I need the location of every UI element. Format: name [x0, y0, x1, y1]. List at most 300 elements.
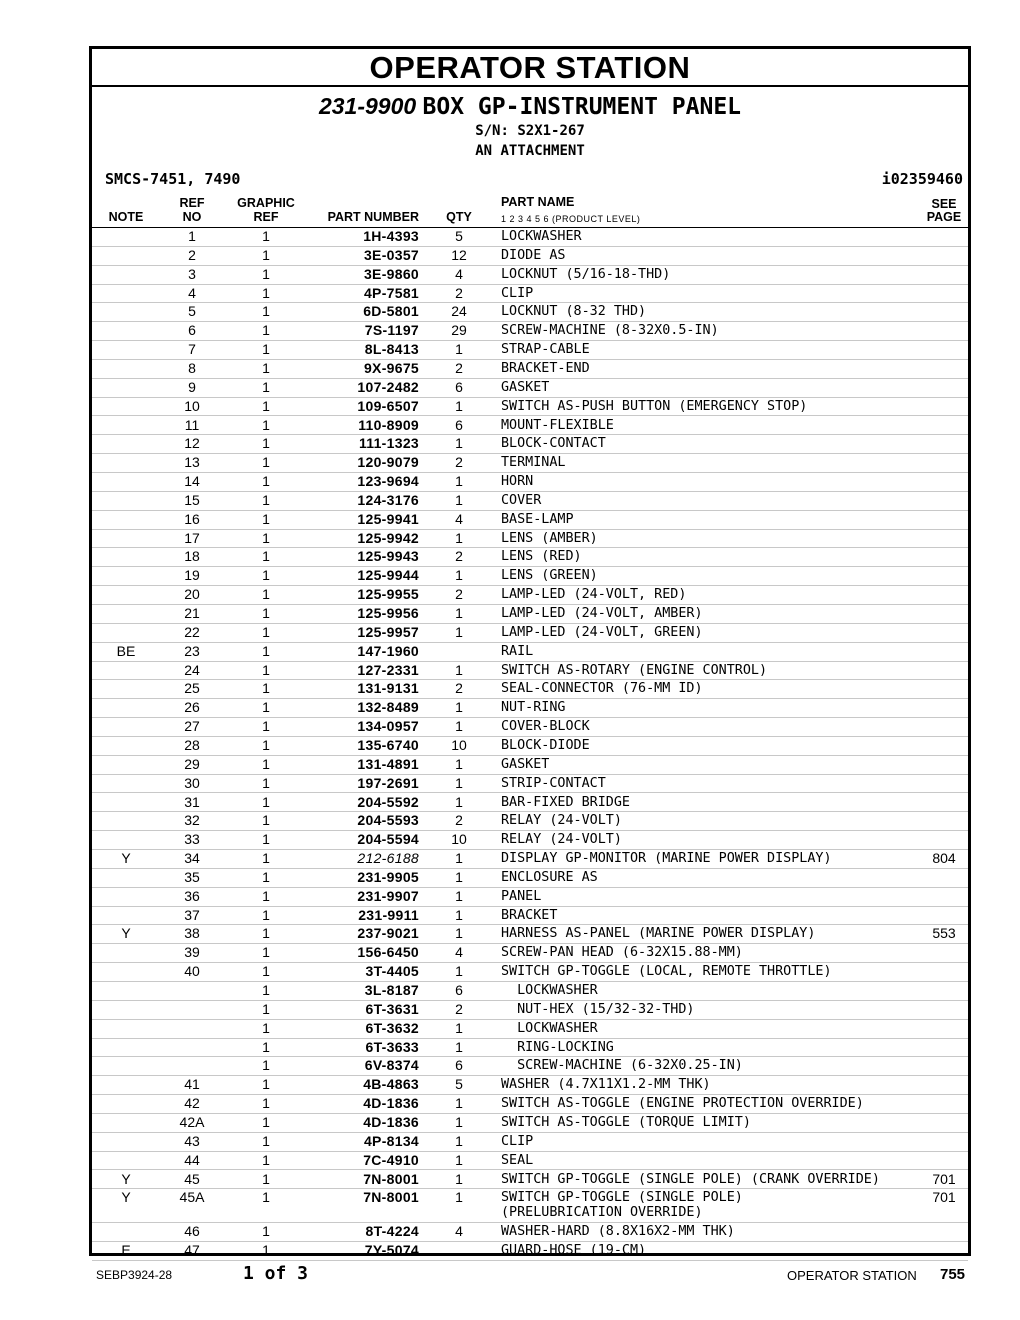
row-part-number: 237-9021 — [357, 925, 419, 942]
group-name: BOX GP-INSTRUMENT PANEL — [422, 94, 742, 120]
row-graphic-ref: 1 — [262, 397, 270, 414]
row-qty: 1 — [455, 341, 463, 358]
row-part-name: COVER-BLOCK — [501, 719, 590, 735]
row-part-name: HARNESS AS-PANEL (MARINE POWER DISPLAY) — [501, 926, 816, 942]
row-part-name: SCREW-MACHINE (6-32X0.25-IN) — [501, 1058, 743, 1074]
attachment-label: AN ATTACHMENT — [475, 143, 585, 159]
row-note: Y — [121, 1189, 131, 1206]
row-ref-no: 28 — [184, 736, 200, 753]
table-row — [92, 661, 968, 681]
row-ref-no: 13 — [184, 454, 200, 471]
row-ref-no: 3 — [188, 265, 196, 282]
row-qty: 1 — [455, 1132, 463, 1149]
row-part-number: 127-2331 — [357, 661, 419, 678]
row-graphic-ref: 1 — [262, 284, 270, 301]
row-part-number: 6T-3632 — [365, 1019, 419, 1036]
row-graphic-ref: 1 — [262, 680, 270, 697]
col-see-top: SEE — [931, 197, 957, 211]
row-qty: 4 — [455, 1223, 463, 1240]
row-part-name: LOCKNUT (8-32 THD) — [501, 304, 647, 320]
row-part-number: 8L-8413 — [364, 341, 419, 358]
row-graphic-ref: 1 — [262, 378, 270, 395]
row-ref-no: 8 — [188, 359, 196, 376]
row-graphic-ref: 1 — [262, 1113, 270, 1130]
row-graphic-ref: 1 — [262, 906, 270, 923]
table-row — [92, 510, 968, 530]
row-ref-no: 42 — [184, 1095, 200, 1112]
row-part-name: STRIP-CONTACT — [501, 775, 606, 791]
row-part-name: SWITCH AS-TOGGLE (TORQUE LIMIT) — [501, 1114, 751, 1130]
table-row — [92, 227, 968, 247]
row-part-name: BLOCK-DIODE — [501, 737, 590, 753]
row-note: Y — [121, 850, 131, 867]
row-graphic-ref: 1 — [262, 586, 270, 603]
row-ref-no: 11 — [184, 416, 200, 433]
row-qty: 1 — [455, 1095, 463, 1112]
table-row — [92, 755, 968, 775]
row-part-number: 197-2691 — [357, 774, 419, 791]
row-part-name: SEAL — [501, 1152, 534, 1168]
row-part-number: 204-5592 — [357, 793, 419, 810]
table-row — [92, 1151, 968, 1171]
group-number: 231-9900 — [318, 93, 417, 119]
row-part-name: MOUNT-FLEXIBLE — [501, 417, 614, 433]
row-qty: 5 — [455, 228, 463, 244]
row-graphic-ref: 1 — [262, 699, 270, 716]
row-qty: 2 — [455, 284, 463, 301]
row-part-number: 109-6507 — [357, 397, 419, 414]
col-product-level: 1 2 3 4 5 6 (PRODUCT LEVEL) — [501, 214, 641, 224]
row-graphic-ref: 1 — [262, 265, 270, 282]
row-part-number: 125-9955 — [357, 586, 419, 603]
row-part-number: 124-3176 — [357, 491, 419, 508]
group-title — [92, 91, 968, 122]
row-graphic-ref: 1 — [262, 793, 270, 810]
row-part-name: RAIL — [501, 643, 534, 659]
row-graphic-ref: 1 — [262, 868, 270, 885]
row-qty: 6 — [455, 1057, 463, 1074]
row-ref-no: 23 — [184, 642, 200, 659]
row-qty: 1 — [455, 1189, 463, 1206]
table-row — [92, 416, 968, 436]
row-part-name: HORN — [501, 474, 534, 490]
row-ref-no: 24 — [184, 661, 200, 678]
row-qty: 1 — [455, 963, 463, 980]
row-part-number: 107-2482 — [357, 378, 419, 395]
table-row — [92, 849, 968, 869]
row-qty: 2 — [455, 359, 463, 376]
row-part-name: SWITCH AS-ROTARY (ENGINE CONTROL) — [501, 662, 768, 678]
row-part-number: 231-9911 — [358, 906, 419, 923]
row-ref-no: 1 — [188, 228, 196, 244]
row-ref-no: 15 — [184, 491, 200, 508]
table-row — [92, 604, 968, 624]
row-graphic-ref: 1 — [262, 1223, 270, 1240]
row-qty: 1 — [455, 491, 463, 508]
row-ref-no: 33 — [184, 831, 200, 848]
row-part-number: 7Y-5074 — [364, 1242, 419, 1259]
row-qty: 1 — [455, 661, 463, 678]
row-graphic-ref: 1 — [262, 1189, 270, 1206]
row-part-name: GUARD-HOSE (19-CM) — [501, 1243, 647, 1259]
row-part-number: 1H-4393 — [363, 228, 419, 244]
row-graphic-ref: 1 — [262, 831, 270, 848]
row-part-number: 7C-4910 — [363, 1151, 419, 1168]
table-row — [92, 943, 968, 963]
serial-number: S/N: S2X1-267 — [475, 123, 585, 139]
section-title: OPERATOR STATION — [92, 49, 968, 87]
row-ref-no: 36 — [184, 887, 200, 904]
row-ref-no: 17 — [184, 529, 200, 546]
row-qty: 6 — [455, 416, 463, 433]
col-part-number: PART NUMBER — [327, 210, 419, 224]
row-graphic-ref: 1 — [262, 944, 270, 961]
table-row — [92, 265, 968, 285]
table-row — [92, 981, 968, 1001]
row-part-number: 125-9943 — [357, 548, 419, 565]
row-part-number: 212-6188 — [357, 850, 419, 867]
footer-page-number: 755 — [940, 1266, 966, 1283]
row-qty: 5 — [455, 1076, 463, 1093]
row-graphic-ref: 1 — [262, 718, 270, 735]
row-part-number: 7S-1197 — [364, 322, 419, 339]
row-part-number: 135-6740 — [357, 736, 419, 753]
row-part-number: 132-8489 — [357, 699, 419, 716]
row-see-page: 701 — [932, 1189, 956, 1206]
row-ref-no: 4 — [188, 284, 196, 301]
row-ref-no: 22 — [184, 623, 200, 640]
row-part-name: RELAY (24-VOLT) — [501, 832, 622, 848]
row-part-name: NUT-HEX (15/32-32-THD) — [501, 1001, 695, 1017]
row-ref-no: 30 — [184, 774, 200, 791]
table-row — [92, 529, 968, 549]
row-part-name: DIODE AS — [501, 247, 566, 263]
row-ref-no: 19 — [184, 567, 200, 584]
row-qty: 1 — [455, 906, 463, 923]
row-part-name: BRACKET-END — [501, 360, 590, 376]
row-ref-no: 39 — [184, 944, 200, 961]
row-part-name: GASKET — [501, 379, 550, 395]
row-part-number: 9X-9675 — [363, 359, 419, 376]
row-graphic-ref: 1 — [262, 303, 270, 320]
row-part-name: SEAL-CONNECTOR (76-MM ID) — [501, 681, 703, 697]
row-part-number: 6D-5801 — [363, 303, 419, 320]
row-qty: 1 — [455, 1170, 463, 1187]
row-graphic-ref: 1 — [262, 359, 270, 376]
row-graphic-ref: 1 — [262, 1151, 270, 1168]
col-note: NOTE — [108, 210, 144, 224]
row-ref-no: 14 — [184, 473, 200, 490]
row-ref-no: 12 — [184, 435, 200, 452]
row-ref-no: 5 — [188, 303, 196, 320]
row-part-number: 125-9957 — [357, 623, 419, 640]
col-see-bottom: PAGE — [926, 210, 962, 224]
row-qty: 6 — [455, 982, 463, 998]
row-part-name: SWITCH AS-PUSH BUTTON (EMERGENCY STOP) — [501, 398, 808, 414]
row-part-number: 4P-7581 — [363, 284, 419, 301]
row-ref-no: 26 — [184, 699, 200, 716]
row-ref-no: 40 — [184, 963, 200, 980]
row-qty: 1 — [455, 887, 463, 904]
table-row — [92, 566, 968, 586]
table-row — [92, 302, 968, 322]
row-note: Y — [121, 925, 131, 942]
row-graphic-ref: 1 — [262, 1000, 270, 1017]
row-qty: 24 — [451, 303, 467, 320]
row-qty: 4 — [455, 510, 463, 527]
row-graphic-ref: 1 — [262, 812, 270, 829]
table-row — [92, 830, 968, 850]
table-row — [92, 1075, 968, 1095]
row-part-number: 4D-1836 — [363, 1095, 419, 1112]
row-part-name: LAMP-LED (24-VOLT, RED) — [501, 587, 687, 603]
row-part-name: WASHER (4.7X11X1.2-MM THK) — [501, 1077, 711, 1093]
row-ref-no: 46 — [184, 1223, 200, 1240]
row-ref-no: 29 — [184, 755, 200, 772]
row-part-name: NUT-RING — [501, 700, 566, 716]
table-row — [92, 811, 968, 831]
row-ref-no: 6 — [188, 322, 196, 339]
row-part-number: 134-0957 — [357, 718, 419, 735]
row-qty: 1 — [455, 529, 463, 546]
row-qty: 1 — [455, 755, 463, 772]
row-part-name: SWITCH AS-TOGGLE (ENGINE PROTECTION OVERRIDE) — [501, 1096, 864, 1112]
row-part-number: 8T-4224 — [365, 1223, 419, 1240]
table-row — [92, 1019, 968, 1039]
row-qty: 1 — [455, 850, 463, 867]
row-graphic-ref: 1 — [262, 661, 270, 678]
row-part-name: DISPLAY GP-MONITOR (MARINE POWER DISPLAY) — [501, 851, 832, 867]
table-row — [92, 887, 968, 907]
row-part-number: 110-8909 — [358, 416, 419, 433]
row-ref-no: 18 — [184, 548, 200, 565]
row-part-name: LAMP-LED (24-VOLT, GREEN) — [501, 624, 703, 640]
row-ref-no: 44 — [184, 1151, 200, 1168]
row-ref-no: 45A — [179, 1189, 205, 1206]
row-qty: 1 — [455, 699, 463, 716]
table-row — [92, 793, 968, 813]
table-row — [92, 962, 968, 982]
row-part-number: 147-1960 — [357, 642, 419, 659]
row-qty: 6 — [455, 378, 463, 395]
row-graphic-ref: 1 — [262, 1019, 270, 1036]
col-part-name: PART NAME — [501, 195, 575, 209]
row-part-number: 123-9694 — [357, 473, 419, 490]
illustration-id: i02359460 — [881, 170, 963, 188]
row-graphic-ref: 1 — [262, 341, 270, 358]
row-qty: 2 — [455, 586, 463, 603]
row-part-number: 3E-0357 — [363, 246, 419, 263]
table-row — [92, 906, 968, 926]
row-part-name: TERMINAL — [501, 455, 566, 471]
row-qty: 10 — [451, 831, 467, 848]
row-part-name: SCREW-MACHINE (8-32X0.5-IN) — [501, 323, 719, 339]
row-part-number: 125-9944 — [357, 567, 419, 584]
row-graphic-ref: 1 — [262, 416, 270, 433]
table-row — [92, 717, 968, 737]
row-qty: 12 — [451, 246, 467, 263]
row-part-name: RING-LOCKING — [501, 1039, 614, 1055]
row-ref-no: 27 — [184, 718, 200, 735]
row-graphic-ref: 1 — [262, 1132, 270, 1149]
row-qty: 1 — [455, 623, 463, 640]
row-part-number: 3L-8187 — [364, 982, 419, 998]
row-ref-no: 20 — [184, 586, 200, 603]
row-graphic-ref: 1 — [262, 887, 270, 904]
row-ref-no: 35 — [184, 868, 200, 885]
row-part-number: 6V-8374 — [364, 1057, 419, 1074]
row-graphic-ref: 1 — [262, 963, 270, 980]
table-row — [92, 1170, 968, 1190]
footer-page-of: 1 of 3 — [243, 1263, 309, 1284]
row-part-number: 6T-3633 — [365, 1038, 419, 1055]
row-part-name: BAR-FIXED BRIDGE — [501, 794, 630, 810]
row-graphic-ref: 1 — [262, 228, 270, 244]
table-row — [92, 924, 968, 944]
row-qty: 2 — [455, 812, 463, 829]
row-part-name: LOCKWASHER — [501, 229, 582, 244]
row-ref-no: 43 — [184, 1132, 200, 1149]
table-row — [92, 1056, 968, 1076]
row-part-name: LENS (AMBER) — [501, 530, 598, 546]
row-part-name: LOCKWASHER — [501, 983, 598, 998]
table-row — [92, 679, 968, 699]
table-row — [92, 585, 968, 605]
row-part-name: LOCKNUT (5/16-18-THD) — [501, 266, 671, 282]
row-graphic-ref: 1 — [262, 1170, 270, 1187]
row-ref-no: 47 — [184, 1242, 200, 1259]
row-graphic-ref: 1 — [262, 605, 270, 621]
row-graphic-ref: 1 — [262, 736, 270, 753]
footer-doc-code: SEBP3924-28 — [96, 1268, 173, 1282]
row-note: Y — [121, 1170, 131, 1187]
table-row — [92, 1241, 968, 1261]
row-qty: 2 — [455, 1000, 463, 1017]
row-graphic-ref: 1 — [262, 510, 270, 527]
row-part-name: BLOCK-CONTACT — [501, 436, 606, 452]
row-ref-no: 21 — [184, 605, 200, 621]
row-part-name: ENCLOSURE AS — [501, 869, 598, 885]
row-qty: 10 — [451, 736, 467, 753]
row-ref-no: 10 — [184, 397, 200, 414]
row-part-number: 111-1323 — [358, 435, 419, 452]
table-row — [92, 1188, 968, 1223]
table-row — [92, 453, 968, 473]
table-row — [92, 1132, 968, 1152]
row-part-name: LAMP-LED (24-VOLT, AMBER) — [501, 606, 703, 621]
row-part-name: GASKET — [501, 756, 550, 772]
row-ref-no: 7 — [188, 341, 196, 358]
table-row — [92, 434, 968, 454]
table-row — [92, 472, 968, 492]
row-graphic-ref: 1 — [262, 548, 270, 565]
table-row — [92, 378, 968, 398]
row-graphic-ref: 1 — [262, 529, 270, 546]
row-graphic-ref: 1 — [262, 1095, 270, 1112]
row-part-number: 4B-4863 — [363, 1076, 419, 1093]
row-qty: 1 — [455, 473, 463, 490]
col-qty: QTY — [446, 210, 472, 224]
table-row — [92, 868, 968, 888]
row-part-number: 7N-8001 — [363, 1189, 419, 1206]
row-part-name: LENS (GREEN) — [501, 568, 598, 584]
row-graphic-ref: 1 — [262, 850, 270, 867]
row-graphic-ref: 1 — [262, 491, 270, 508]
table-row — [92, 340, 968, 360]
row-graphic-ref: 1 — [262, 567, 270, 584]
row-qty: 2 — [455, 548, 463, 565]
row-graphic-ref: 1 — [262, 454, 270, 471]
footer-section: OPERATOR STATION — [787, 1268, 917, 1283]
row-graphic-ref: 1 — [262, 623, 270, 640]
row-part-number: 6T-3631 — [365, 1000, 419, 1017]
table-row — [92, 774, 968, 794]
table-row — [92, 284, 968, 304]
row-ref-no: 2 — [188, 246, 196, 263]
row-part-number: 3T-4405 — [365, 963, 419, 980]
row-graphic-ref: 1 — [262, 1242, 270, 1259]
row-qty: 1 — [455, 1019, 463, 1036]
row-ref-no: 37 — [184, 906, 200, 923]
row-qty: 1 — [455, 567, 463, 584]
row-part-name: SWITCH GP-TOGGLE (SINGLE POLE) (CRANK OVERRIDE) — [501, 1171, 880, 1187]
table-row — [92, 736, 968, 756]
table-row — [92, 321, 968, 341]
row-qty: 1 — [455, 1113, 463, 1130]
row-part-number: 231-9905 — [357, 868, 419, 885]
row-graphic-ref: 1 — [262, 322, 270, 339]
row-graphic-ref: 1 — [262, 473, 270, 490]
row-graphic-ref: 1 — [262, 774, 270, 791]
row-see-page: 553 — [932, 925, 956, 942]
row-part-name: CLIP — [501, 1133, 534, 1149]
row-ref-no: 42A — [179, 1113, 205, 1130]
row-ref-no: 31 — [184, 793, 200, 810]
table-row — [92, 1113, 968, 1133]
row-part-name: CLIP — [501, 285, 534, 301]
row-part-number: 204-5593 — [357, 812, 419, 829]
row-part-number: 131-9131 — [357, 680, 419, 697]
row-part-number: 7N-8001 — [363, 1170, 419, 1187]
row-graphic-ref: 1 — [262, 755, 270, 772]
row-see-page: 701 — [932, 1170, 956, 1187]
row-ref-no: 25 — [184, 680, 200, 697]
row-part-number: 204-5594 — [357, 831, 419, 848]
row-ref-no: 9 — [188, 378, 196, 395]
row-part-name: SWITCH GP-TOGGLE (SINGLE POLE) (PRELUBRICATION OVERRIDE) — [501, 1190, 743, 1221]
row-qty: 4 — [455, 265, 463, 282]
row-note: E — [121, 1242, 131, 1259]
row-qty: 2 — [455, 680, 463, 697]
row-graphic-ref: 1 — [262, 642, 270, 659]
row-part-name: SWITCH GP-TOGGLE (LOCAL, REMOTE THROTTLE) — [501, 964, 832, 980]
col-ref-bottom: NO — [182, 210, 202, 224]
row-part-name: LENS (RED) — [501, 549, 582, 565]
row-part-number: 125-9941 — [357, 510, 419, 527]
row-part-name: COVER — [501, 492, 542, 508]
row-graphic-ref: 1 — [262, 246, 270, 263]
table-row — [92, 1222, 968, 1242]
table-row — [92, 491, 968, 511]
row-ref-no: 41 — [184, 1076, 200, 1093]
row-ref-no: 32 — [184, 812, 200, 829]
row-part-name: LOCKWASHER — [501, 1020, 598, 1036]
table-row — [92, 547, 968, 567]
row-part-name: BASE-LAMP — [501, 511, 574, 527]
row-part-number: 125-9942 — [357, 529, 419, 546]
row-note: BE — [116, 642, 136, 659]
row-qty: 1 — [455, 605, 463, 621]
